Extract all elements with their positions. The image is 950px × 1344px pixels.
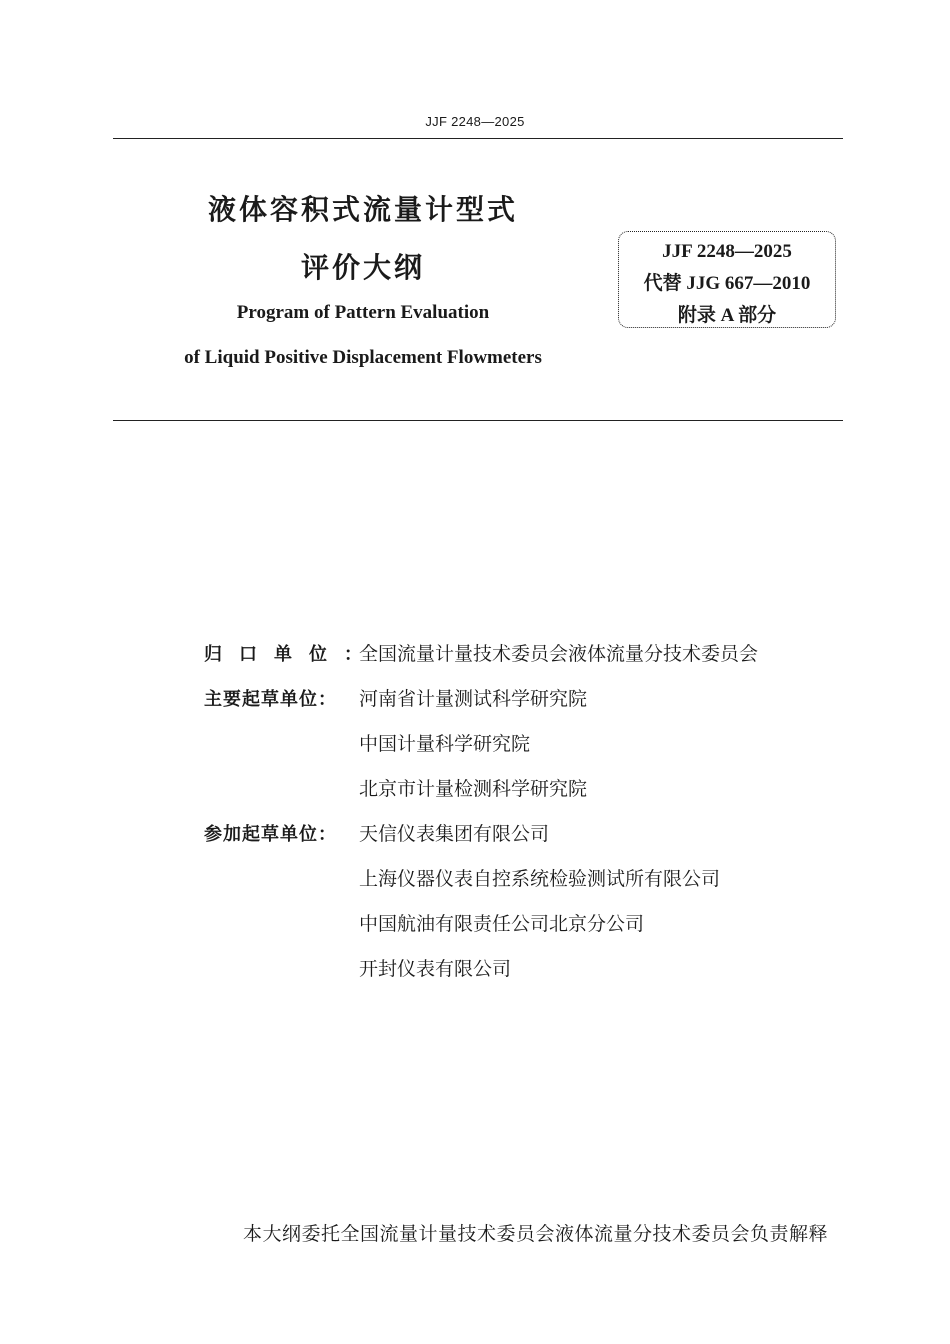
- title-cn-line1: 液体容积式流量计型式: [207, 193, 518, 226]
- participating-unit-row: [204, 900, 844, 945]
- drafting-units: [204, 630, 844, 990]
- page-header-code: JJF 2248—2025: [425, 114, 525, 129]
- main-unit-row: [204, 720, 844, 765]
- title-en-line2: of Liquid Positive Displacement Flowmeters: [184, 347, 542, 368]
- code-box-line2: 代替 JJG 667—2010: [643, 273, 811, 294]
- title-cn-line2: 评价大纲: [300, 251, 425, 284]
- main-unit: 北京市计量检测科学研究院: [359, 778, 588, 800]
- main-unit-row: [204, 675, 844, 720]
- participating-unit-row: [204, 855, 844, 900]
- responsible-unit: 全国流量计量技术委员会液体流量分技术委员会: [359, 643, 759, 665]
- main-unit-row: [204, 765, 844, 810]
- middle-divider: [113, 420, 843, 421]
- responsible-unit-row: [204, 630, 844, 675]
- participating-unit: 天信仪表集团有限公司: [359, 823, 550, 845]
- responsible-unit-label: 归口单位：: [204, 643, 379, 665]
- standard-code-box: [618, 231, 836, 328]
- main-unit: 中国计量科学研究院: [359, 733, 531, 755]
- participating-unit: 上海仪器仪表自控系统检验测试所有限公司: [359, 868, 721, 890]
- interpretation-note: 本大纲委托全国流量计量技术委员会液体流量分技术委员会负责解释: [242, 1223, 828, 1245]
- participating-unit-label: 参加起草单位：: [204, 823, 337, 845]
- top-divider: [113, 138, 843, 139]
- code-box-line3: 附录 A 部分: [677, 305, 777, 326]
- participating-unit-row: [204, 945, 844, 990]
- participating-unit-row: [204, 810, 844, 855]
- code-box-line1: JJF 2248—2025: [662, 241, 792, 262]
- main-unit: 河南省计量测试科学研究院: [359, 688, 588, 710]
- participating-unit: 开封仪表有限公司: [359, 958, 512, 980]
- participating-unit: 中国航油有限责任公司北京分公司: [359, 913, 645, 935]
- title-en-line1: Program of Pattern Evaluation: [236, 302, 490, 323]
- main-unit-label: 主要起草单位：: [204, 688, 337, 710]
